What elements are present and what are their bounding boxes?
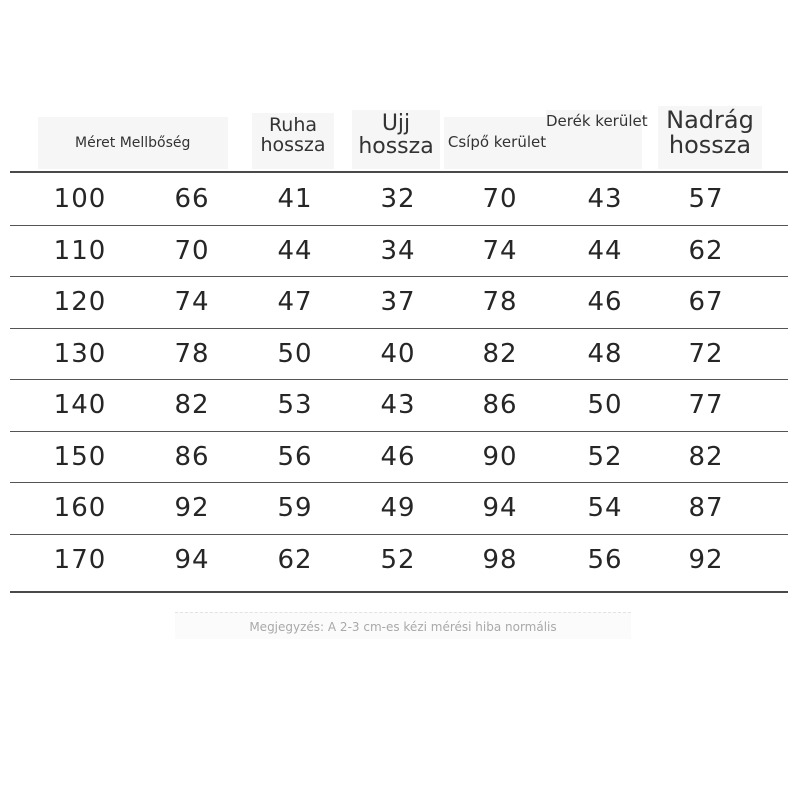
table-cell: 110 (53, 235, 107, 266)
table-cell: 40 (380, 338, 416, 369)
table-cell: 94 (482, 493, 518, 523)
table-cell: 54 (587, 493, 623, 523)
table-row (10, 380, 788, 431)
table-cell: 57 (688, 184, 724, 214)
table-row (10, 277, 788, 328)
table-cell: 52 (587, 441, 623, 472)
table-cell: 74 (482, 235, 518, 266)
table-cell: 87 (688, 493, 724, 523)
table-cell: 46 (587, 287, 623, 317)
table-cell: 70 (174, 235, 210, 266)
table-cell: 59 (277, 493, 313, 523)
table-cell: 53 (277, 390, 313, 420)
table-cell: 82 (482, 338, 518, 369)
header-meret-mellboseg-label: Méret Mellbőség (75, 134, 191, 151)
table-row (10, 174, 788, 225)
table-cell: 43 (587, 184, 623, 214)
table-cell: 82 (174, 390, 210, 420)
table-cell: 78 (174, 338, 210, 369)
header-csipo-label: Csípő kerület (447, 133, 547, 152)
table-cell: 62 (277, 544, 313, 575)
header-ujj-hossza (352, 110, 440, 169)
table-cell: 52 (380, 544, 416, 575)
table-cell: 44 (587, 235, 623, 266)
header-ruha-line2: hossza (260, 133, 326, 156)
table-cell: 120 (53, 287, 107, 317)
table-cell: 98 (482, 544, 518, 575)
table-cell: 37 (380, 287, 416, 317)
header-nadrag-line2: hossza (668, 131, 752, 160)
header-ruha-hossza (252, 113, 334, 169)
header-derek-kerulet (546, 110, 648, 169)
header-ujj-line1: Ujj (381, 111, 411, 136)
table-cell: 94 (174, 544, 210, 575)
table-cell: 67 (688, 287, 724, 317)
table-row (10, 329, 788, 380)
table-cell: 160 (53, 493, 107, 523)
table-cell: 62 (688, 235, 724, 266)
table-cell: 43 (380, 390, 416, 420)
header-nadrag-line1: Nadrág (666, 106, 754, 134)
table-cell: 47 (277, 287, 313, 317)
header-nadrag-hossza (658, 106, 762, 169)
table-cell: 32 (380, 184, 416, 214)
header-meret-mellboseg (38, 117, 228, 169)
header-derek-label: Derék kerület (546, 112, 648, 130)
table-cell: 170 (53, 544, 107, 575)
table-cell: 77 (688, 390, 724, 420)
table-cell: 56 (587, 544, 623, 575)
table-cell: 140 (53, 390, 107, 420)
table-row (10, 483, 788, 534)
table-cell: 86 (174, 441, 210, 472)
table-cell: 48 (587, 338, 623, 369)
table-row (10, 432, 788, 483)
table-cell: 70 (482, 184, 518, 214)
table-cell: 130 (53, 338, 107, 369)
table-cell: 78 (482, 287, 518, 317)
table-cell: 34 (380, 235, 416, 266)
table-cell: 92 (174, 493, 210, 523)
table-cell: 86 (482, 390, 518, 420)
header-csipo-kerulet (444, 117, 550, 169)
header-ujj-line2: hossza (358, 134, 434, 160)
table-cell: 49 (380, 493, 416, 523)
header-ruha-line1: Ruha (268, 114, 318, 136)
table-row (10, 535, 788, 586)
table-row (10, 226, 788, 277)
table-cell: 44 (277, 235, 313, 266)
table-bottom-rule (10, 591, 788, 593)
table-cell: 56 (277, 441, 313, 472)
table-cell: 82 (688, 441, 724, 472)
measurement-note: Megjegyzés: A 2-3 cm-es kézi mérési hiba normális (175, 612, 631, 639)
table-cell: 66 (174, 184, 210, 214)
table-cell: 100 (53, 184, 107, 214)
table-cell: 92 (688, 544, 724, 575)
table-cell: 90 (482, 441, 518, 472)
table-cell: 150 (53, 441, 107, 472)
table-cell: 50 (277, 338, 313, 369)
table-cell: 74 (174, 287, 210, 317)
table-cell: 46 (380, 441, 416, 472)
table-top-rule (10, 171, 788, 173)
table-cell: 41 (277, 184, 313, 214)
table-cell: 72 (688, 338, 724, 369)
table-cell: 50 (587, 390, 623, 420)
